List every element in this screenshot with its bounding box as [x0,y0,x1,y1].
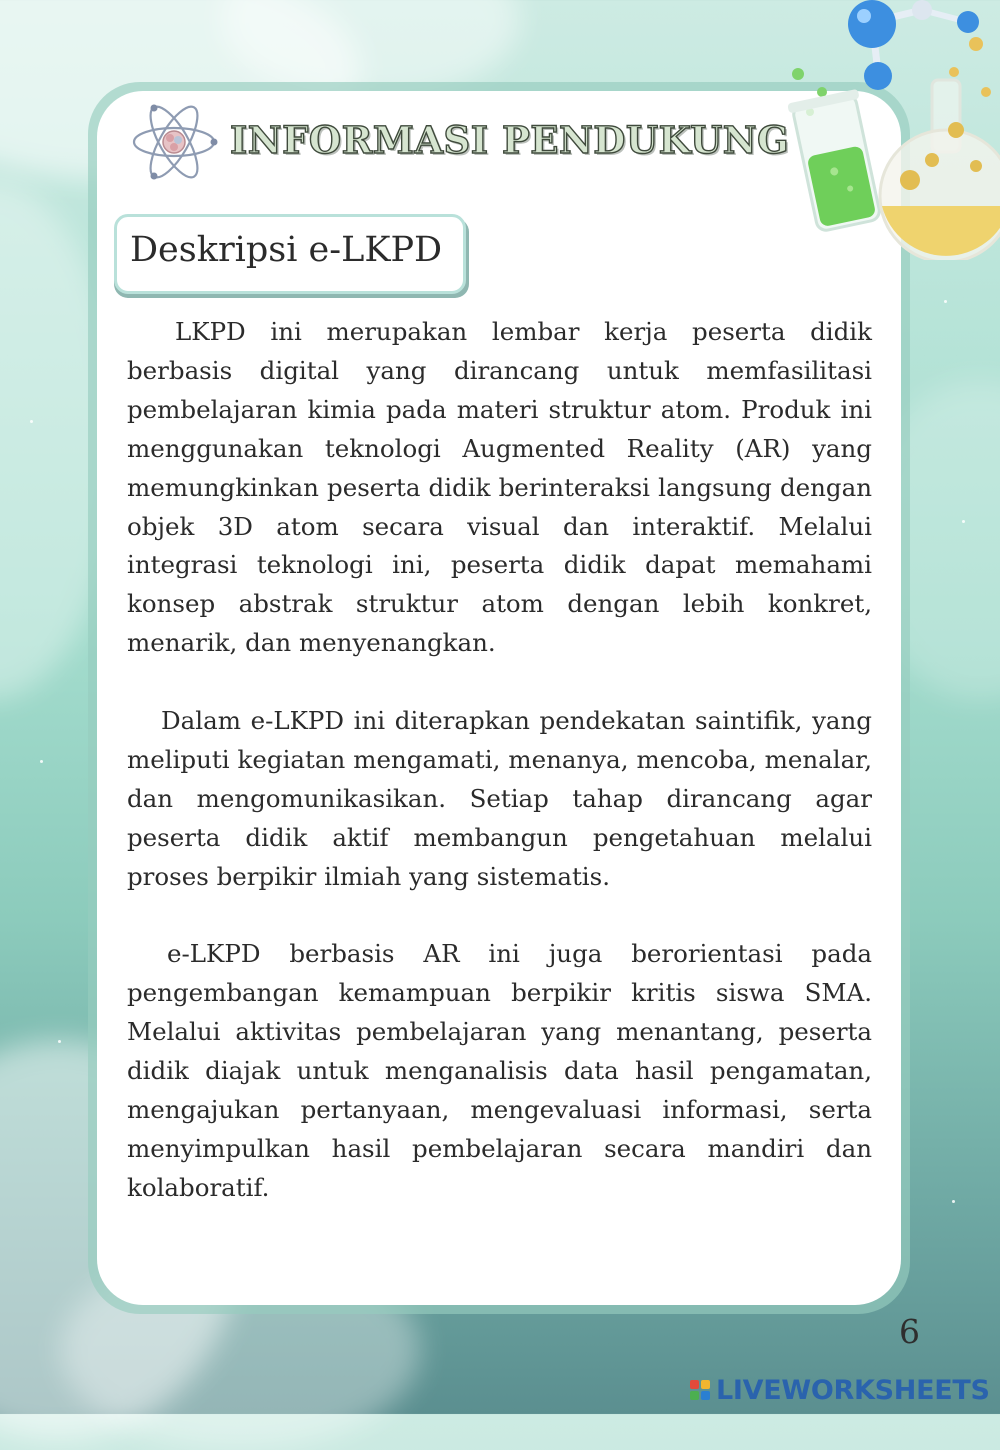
sparkle [58,1040,61,1043]
paragraph-scientific-approach: Dalam e-LKPD ini diterapkan pendekatan saintifik, yang meliputi kegiatan mengamati, menanya, mencoba, menalar, dan mengomunikasikan. Setiap tahap dirancang agar peserta didik aktif membangun pengetahuan melalui proses berpikir ilmiah yang sistematis. [127,706,872,891]
beaker-icon [787,89,885,233]
section-title: Deskripsi e-LKPD [130,230,443,270]
molecule-icon [848,0,979,90]
liveworksheets-text: LIVEWORKSHEETS [716,1374,990,1406]
page-number: 6 [899,1312,920,1351]
sparkle [30,420,33,423]
sparkle [952,1200,955,1203]
sparkle [944,300,947,303]
paragraph-critical-thinking: e-LKPD berbasis AR ini juga berorientasi pada pengembangan kemampuan berpikir kritis siswa SMA. Melalui aktivitas pembelajaran yang menantang, peserta didik diajak untuk menganalisis data hasil pengamatan, mengajukan pertanyaan, mengevaluasi informasi, serta menyimpulkan hasil pembelajaran secara mandiri dan kolaboratif. [127,939,872,1202]
page-title: INFORMASI PENDUKUNG [230,118,790,162]
flask-icon [880,80,1000,260]
sparkle [962,520,965,523]
description-body [127,313,872,1247]
liveworksheets-logo [690,1372,990,1408]
sparkle [40,760,43,763]
atom-icon [130,98,218,186]
chemistry-illustration [780,0,1000,260]
paragraph-intro: LKPD ini merupakan lembar kerja peserta didik berbasis digital yang dirancang untuk memfasilitasi pembelajaran kimia pada materi struktur atom. Produk ini menggunakan teknologi Augmented Reality (AR) yang memungkinkan peserta didik berinteraksi langsung dengan objek 3D atom secara visual dan interaktif. Melalui integrasi teknologi ini, peserta didik dapat memahami konsep abstrak struktur atom dengan lebih konkret, menarik, dan menyenangkan. [127,317,872,658]
liveworksheets-blocks-icon [690,1380,710,1400]
